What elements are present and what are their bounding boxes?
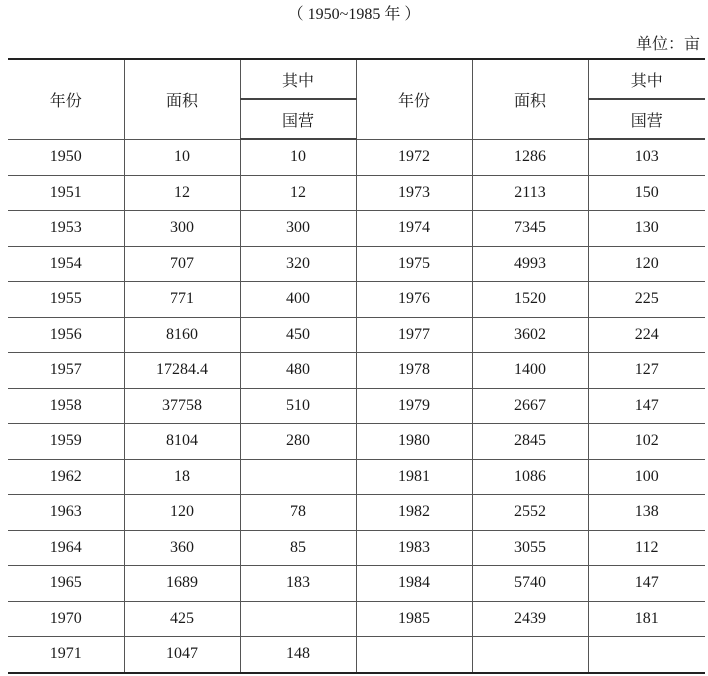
table-row [8, 459, 705, 495]
state-owned-cell [240, 459, 356, 495]
area-cell: 2667 [472, 388, 588, 424]
area-cell: 707 [124, 246, 240, 282]
area-cell: 18 [124, 459, 240, 495]
state-owned-cell: 102 [588, 424, 705, 460]
year-cell: 1977 [356, 317, 472, 353]
year-cell: 1974 [356, 211, 472, 247]
year-cell: 1971 [8, 637, 124, 673]
state-owned-cell [240, 601, 356, 637]
year-cell: 1980 [356, 424, 472, 460]
state-owned-cell: 224 [588, 317, 705, 353]
area-cell: 8160 [124, 317, 240, 353]
state-owned-cell: 510 [240, 388, 356, 424]
area-cell: 1400 [472, 353, 588, 389]
table-row [8, 495, 705, 531]
table-row [8, 139, 705, 175]
area-cell: 1047 [124, 637, 240, 673]
year-cell: 1978 [356, 353, 472, 389]
area-cell: 1689 [124, 566, 240, 602]
year-cell: 1985 [356, 601, 472, 637]
area-cell: 120 [124, 495, 240, 531]
year-cell: 1953 [8, 211, 124, 247]
state-owned-cell: 225 [588, 282, 705, 318]
area-cell: 3055 [472, 530, 588, 566]
area-cell: 37758 [124, 388, 240, 424]
area-cell: 7345 [472, 211, 588, 247]
area-cell: 771 [124, 282, 240, 318]
area-cell: 5740 [472, 566, 588, 602]
table-row [8, 353, 705, 389]
year-cell: 1957 [8, 353, 124, 389]
area-cell: 1086 [472, 459, 588, 495]
table-row [8, 175, 705, 211]
of-which-header: 其中 [240, 59, 356, 99]
year-cell: 1979 [356, 388, 472, 424]
table-caption: （ 1950~1985 年 ） [287, 6, 421, 23]
area-header: 面积 [124, 59, 240, 139]
state-owned-cell: 130 [588, 211, 705, 247]
state-owned-header: 国营 [588, 99, 705, 139]
year-header: 年份 [356, 59, 472, 139]
state-owned-cell: 100 [588, 459, 705, 495]
year-cell: 1973 [356, 175, 472, 211]
table-row [8, 566, 705, 602]
table-row [8, 530, 705, 566]
state-owned-cell: 480 [240, 353, 356, 389]
planting-area-table [8, 58, 705, 674]
year-cell: 1950 [8, 139, 124, 175]
area-cell: 8104 [124, 424, 240, 460]
area-header: 面积 [472, 59, 588, 139]
table-row [8, 211, 705, 247]
area-cell: 1520 [472, 282, 588, 318]
area-cell: 2552 [472, 495, 588, 531]
table-row [8, 246, 705, 282]
year-cell: 1970 [8, 601, 124, 637]
area-cell: 2439 [472, 601, 588, 637]
year-cell: 1951 [8, 175, 124, 211]
state-owned-cell: 183 [240, 566, 356, 602]
state-owned-cell: 12 [240, 175, 356, 211]
year-cell: 1965 [8, 566, 124, 602]
state-owned-cell: 127 [588, 353, 705, 389]
state-owned-cell: 150 [588, 175, 705, 211]
area-cell: 300 [124, 211, 240, 247]
table-row [8, 388, 705, 424]
year-cell: 1956 [8, 317, 124, 353]
year-cell: 1972 [356, 139, 472, 175]
year-cell: 1962 [8, 459, 124, 495]
area-cell: 425 [124, 601, 240, 637]
state-owned-cell: 280 [240, 424, 356, 460]
table-body [8, 139, 705, 673]
state-owned-cell: 300 [240, 211, 356, 247]
year-cell: 1959 [8, 424, 124, 460]
year-cell: 1963 [8, 495, 124, 531]
of-which-header: 其中 [588, 59, 705, 99]
state-owned-header: 国营 [240, 99, 356, 139]
year-cell: 1984 [356, 566, 472, 602]
state-owned-cell: 147 [588, 566, 705, 602]
state-owned-cell: 147 [588, 388, 705, 424]
state-owned-cell: 181 [588, 601, 705, 637]
table-row [8, 282, 705, 318]
area-cell: 10 [124, 139, 240, 175]
state-owned-cell: 103 [588, 139, 705, 175]
area-cell: 2845 [472, 424, 588, 460]
area-cell: 3602 [472, 317, 588, 353]
area-cell: 4993 [472, 246, 588, 282]
year-cell [356, 637, 472, 673]
table-row [8, 317, 705, 353]
table-row [8, 637, 705, 673]
area-cell: 2113 [472, 175, 588, 211]
year-cell: 1983 [356, 530, 472, 566]
state-owned-cell: 400 [240, 282, 356, 318]
area-cell: 360 [124, 530, 240, 566]
year-header: 年份 [8, 59, 124, 139]
state-owned-cell: 78 [240, 495, 356, 531]
year-cell: 1982 [356, 495, 472, 531]
state-owned-cell: 85 [240, 530, 356, 566]
state-owned-cell: 320 [240, 246, 356, 282]
state-owned-cell: 148 [240, 637, 356, 673]
area-cell: 17284.4 [124, 353, 240, 389]
year-cell: 1975 [356, 246, 472, 282]
state-owned-cell: 450 [240, 317, 356, 353]
state-owned-cell [588, 637, 705, 673]
state-owned-cell: 112 [588, 530, 705, 566]
year-cell: 1981 [356, 459, 472, 495]
year-cell: 1954 [8, 246, 124, 282]
area-cell [472, 637, 588, 673]
year-cell: 1964 [8, 530, 124, 566]
unit-label: 单位：亩 [635, 36, 700, 53]
year-cell: 1958 [8, 388, 124, 424]
header-row [8, 59, 705, 99]
state-owned-cell: 120 [588, 246, 705, 282]
table-row [8, 601, 705, 637]
state-owned-cell: 10 [240, 139, 356, 175]
table-row [8, 424, 705, 460]
year-cell: 1955 [8, 282, 124, 318]
area-cell: 1286 [472, 139, 588, 175]
year-cell: 1976 [356, 282, 472, 318]
state-owned-cell: 138 [588, 495, 705, 531]
area-cell: 12 [124, 175, 240, 211]
